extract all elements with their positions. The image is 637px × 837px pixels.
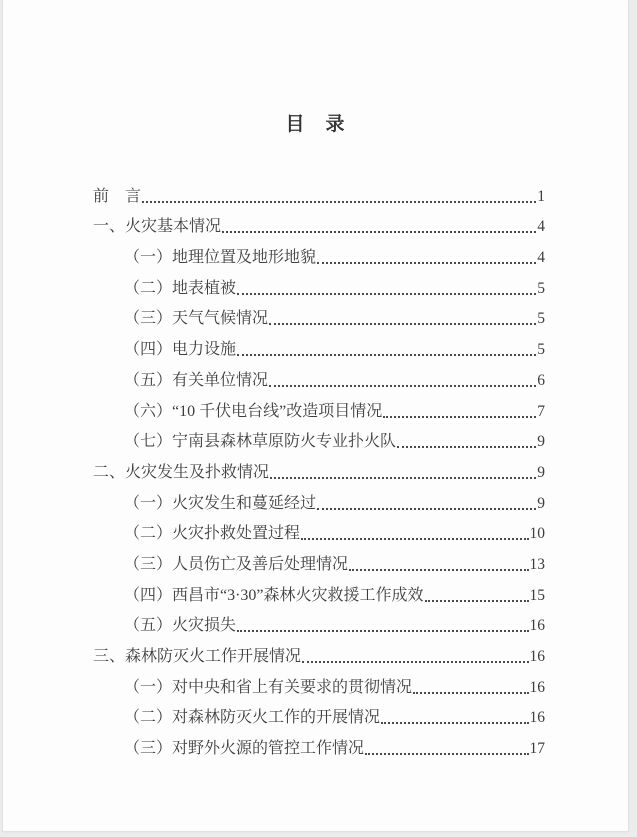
toc-entry <box>93 549 545 580</box>
toc-entry <box>93 273 545 304</box>
toc-leader-dots <box>425 600 529 602</box>
toc-entry-label: （三）对野外火源的管控工作情况 <box>124 740 365 758</box>
toc-entry-page: 4 <box>537 249 545 267</box>
toc-entry-label: （一）对中央和省上有关要求的贯彻情况 <box>124 678 413 696</box>
toc-entry-page: 16 <box>529 617 545 635</box>
toc-leader-dots <box>413 692 528 694</box>
toc-entry-label: （四）西昌市“3·30”森林火灾救援工作成效 <box>124 586 424 604</box>
toc-entry-label: （五）有关单位情况 <box>124 371 269 389</box>
toc-entry <box>93 304 545 335</box>
toc-entry <box>93 427 545 458</box>
toc-entry-page: 17 <box>529 740 545 758</box>
toc-leader-dots <box>237 630 528 632</box>
toc-leader-dots <box>270 477 536 479</box>
toc-entry <box>93 488 545 519</box>
toc-entry-page: 9 <box>537 463 545 481</box>
toc-leader-dots <box>222 231 536 233</box>
toc-entry-label: （二）对森林防灭火工作的开展情况 <box>124 709 381 727</box>
toc-entry-page: 7 <box>537 402 545 420</box>
toc-entry <box>93 212 545 243</box>
document-page <box>3 0 628 831</box>
toc-leader-dots <box>365 753 528 755</box>
toc-entry <box>93 457 545 488</box>
toc-entry-label: 二、火灾发生及扑救情况 <box>93 463 270 481</box>
toc-entry-page: 15 <box>529 586 545 604</box>
toc-entry <box>93 733 545 764</box>
toc-entry-label: 三、森林防灭火工作开展情况 <box>93 648 302 665</box>
toc-entry-page: 5 <box>537 310 545 328</box>
toc-title: 目 录 <box>285 114 346 135</box>
toc-entry-page: 13 <box>529 555 545 573</box>
toc-entry <box>93 242 545 273</box>
toc-entry-label: （一）地理位置及地形地貌 <box>124 249 317 267</box>
toc-leader-dots <box>381 722 528 724</box>
toc-leader-dots <box>349 569 528 571</box>
toc-leader-dots <box>269 323 536 325</box>
toc-entry <box>93 396 545 427</box>
toc-entry-page: 9 <box>537 433 545 451</box>
toc-leader-dots <box>302 661 528 663</box>
toc-entry-page: 9 <box>537 494 545 512</box>
toc-entry-page: 4 <box>537 218 545 236</box>
toc-leader-dots <box>301 538 528 540</box>
toc-leader-dots <box>269 385 536 387</box>
toc-leader-dots <box>237 354 536 356</box>
toc-entry-page: 16 <box>529 648 545 665</box>
toc-entry-page: 6 <box>537 371 545 389</box>
toc-list <box>3 181 628 764</box>
toc-entry-label: （二）地表植被 <box>124 279 237 297</box>
toc-entry <box>93 641 545 672</box>
toc-entry <box>93 365 545 396</box>
toc-leader-dots <box>317 508 536 510</box>
toc-entry-label: （七）宁南县森林草原防火专业扑火队 <box>124 433 397 451</box>
toc-leader-dots <box>142 201 536 203</box>
toc-leader-dots <box>237 293 536 295</box>
toc-entry <box>93 672 545 703</box>
toc-entry-label: （四）电力设施 <box>124 341 237 359</box>
toc-entry-page: 1 <box>537 187 545 205</box>
toc-entry <box>93 519 545 550</box>
toc-entry <box>93 334 545 365</box>
toc-entry-page: 5 <box>537 341 545 359</box>
toc-entry-page: 10 <box>529 525 545 543</box>
toc-entry-label: （一）火灾发生和蔓延经过 <box>124 494 317 512</box>
toc-entry-label: （三）天气气候情况 <box>124 310 269 328</box>
toc-entry-label: 前 言 <box>93 187 142 205</box>
toc-entry-label: （二）火灾扑救处置过程 <box>124 525 301 543</box>
toc-entry-label: （六）“10 千伏电台线”改造项目情况 <box>124 402 383 420</box>
toc-leader-dots <box>317 262 536 264</box>
toc-entry-page: 16 <box>529 678 545 696</box>
toc-entry <box>93 703 545 734</box>
toc-entry-page: 16 <box>529 709 545 727</box>
toc-entry-label: （五）火灾损失 <box>124 617 237 635</box>
toc-leader-dots <box>383 416 536 418</box>
toc-entry <box>93 181 545 212</box>
toc-entry-label: （三）人员伤亡及善后处理情况 <box>124 555 349 573</box>
toc-entry <box>93 611 545 642</box>
toc-entry <box>93 580 545 611</box>
toc-entry-label: 一、火灾基本情况 <box>93 218 222 236</box>
toc-entry-page: 5 <box>537 279 545 297</box>
toc-leader-dots <box>397 446 536 448</box>
